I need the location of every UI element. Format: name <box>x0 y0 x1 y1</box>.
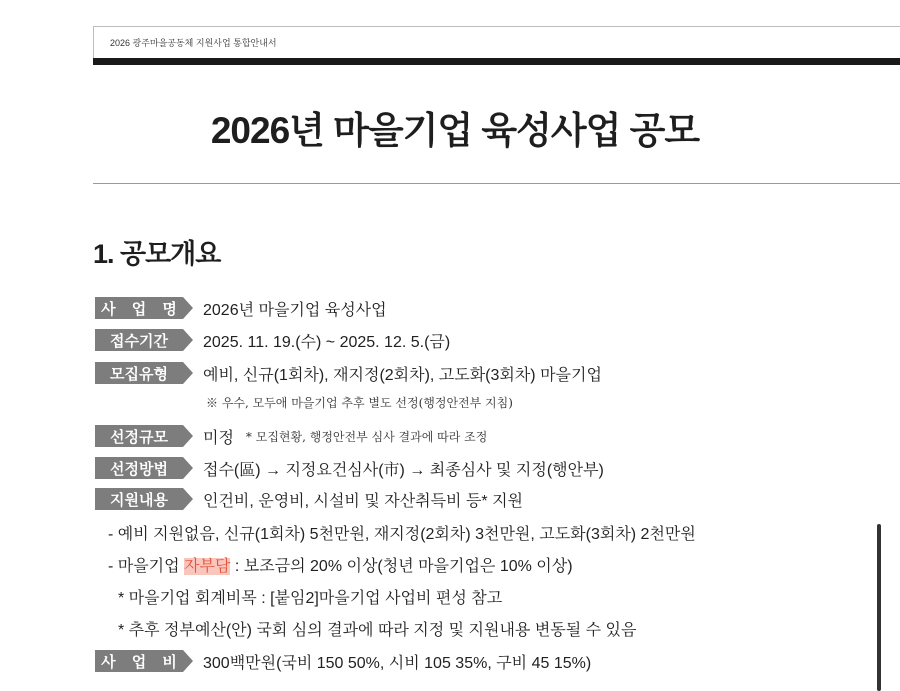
support-detail-line: - 예비 지원없음, 신규(1회차) 5천만원, 재지정(2회차) 3천만원, 고도화(3회차) 2천만원 <box>108 526 696 543</box>
label-support: 지원내용 <box>95 488 183 510</box>
row-business-name <box>95 295 387 321</box>
row-period <box>95 327 450 353</box>
label-selection-scale: 선정규모 <box>95 425 183 447</box>
label-budget: 사 업 비 <box>95 650 183 672</box>
value-budget: 300백만원(국비 150 50%, 시비 105 35%, 구비 45 15%) <box>203 654 592 672</box>
budget-change-note-line: * 추후 정부예산(안) 국회 심의 결과에 따라 지정 및 지원내용 변동될 수 있음 <box>118 622 637 639</box>
header-rule <box>93 58 900 65</box>
section-title: 1. 공모개요 <box>93 239 221 269</box>
value-selection-scale: 미정 <box>203 429 234 447</box>
document-title: 2026년 마을기업 육성사업 공모 <box>210 110 700 151</box>
value-recruit-type: 예비, 신규(1회차), 재지정(2회차), 고도화(3회차) 마을기업 <box>203 366 602 384</box>
self-burden-highlight: 자부담 <box>184 558 231 575</box>
value-support: 인건비, 운영비, 시설비 및 자산취득비 등* 지원 <box>203 492 523 510</box>
value-selection-method: 접수(區) → 지정요건심사(市) → 최종심사 및 지정(행안부) <box>203 461 604 479</box>
self-burden-line <box>108 553 573 576</box>
row-selection-method <box>95 455 604 481</box>
label-period: 접수기간 <box>95 329 183 351</box>
row-recruit-type <box>95 360 602 386</box>
label-recruit-type: 모집유형 <box>95 362 183 384</box>
vertical-scrollbar[interactable] <box>877 524 881 691</box>
self-burden-prefix: - 마을기업 <box>108 558 185 575</box>
title-divider <box>93 183 900 184</box>
accounting-note-line: * 마을기업 회계비목 : [붙임2]마을기업 사업비 편성 참고 <box>118 590 503 607</box>
self-burden-suffix: : 보조금의 20% 이상(청년 마을기업은 10% 이상) <box>230 558 573 575</box>
row-budget <box>95 648 591 674</box>
recruit-note: ※ 우수, 모두애 마을기업 추후 별도 선정(행정안전부 지침) <box>206 396 513 410</box>
label-business-name: 사 업 명 <box>95 297 183 319</box>
value-business-name: 2026년 마을기업 육성사업 <box>203 301 387 319</box>
label-selection-method: 선정방법 <box>95 457 183 479</box>
row-selection-scale <box>95 423 487 449</box>
note-selection-scale: * 모집현황, 행정안전부 심사 결과에 따라 조정 <box>245 429 488 444</box>
running-title: 2026 광주마을공동체 지원사업 통합안내서 <box>110 38 277 48</box>
value-period: 2025. 11. 19.(수) ~ 2025. 12. 5.(금) <box>203 333 451 351</box>
row-support <box>95 486 523 512</box>
